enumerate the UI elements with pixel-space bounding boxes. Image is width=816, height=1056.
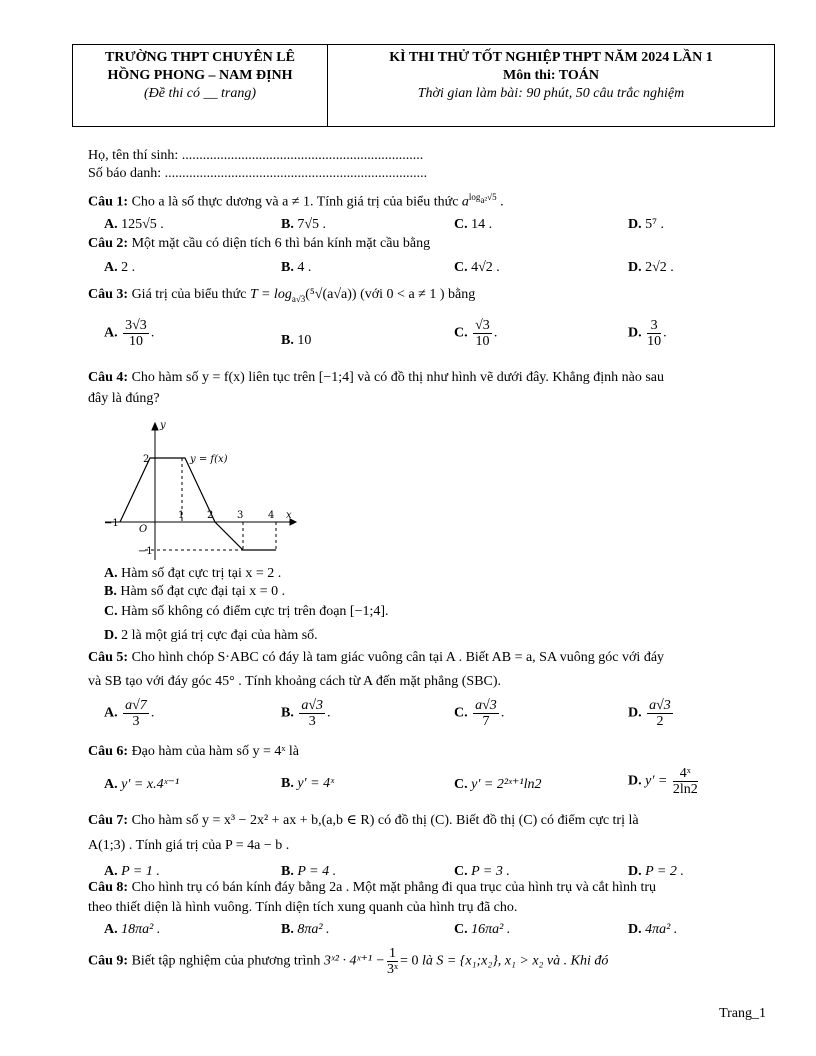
q2-option-d: D. 2√2 .: [628, 260, 674, 275]
expr-log: log: [468, 192, 481, 202]
question-5-cont: và SB tạo với đáy góc 45° . Tính khoảng cách từ A đến mặt phẳng (SBC).: [88, 674, 502, 689]
q4-option-c: C. Hàm số không có điểm cực trị trên đoạn [−1;4].: [104, 604, 389, 619]
question-text: Biết tập nghiệm của phương trình: [131, 953, 321, 969]
y-axis-arrow: [152, 423, 158, 430]
q3-option-c: C. $\frac{√3}{10}$ .: [454, 318, 498, 349]
question-label: Câu 7:: [88, 813, 129, 828]
q3-option-a: A. $\frac{3√3}{10}$ .: [104, 318, 155, 349]
y-label: y: [160, 420, 166, 431]
q7-option-d: D. P = 2 .: [628, 864, 684, 879]
q4-option-a: A. Hàm số đạt cực trị tại x = 2 .: [104, 566, 282, 581]
page-number: Trang_1: [719, 1006, 766, 1021]
tick-x2: 2: [207, 510, 214, 521]
tick-x-neg1: −1: [104, 518, 119, 529]
question-4-cont: đây là đúng?: [88, 391, 160, 406]
q8-option-a: A. 18πa² .: [104, 922, 161, 937]
equation-right: = 0: [400, 953, 419, 969]
function-graph: [100, 418, 300, 566]
question-8: [88, 880, 656, 896]
tick-x1: 1: [178, 510, 185, 521]
school-name-1: TRƯỜNG THPT CHUYÊN LÊ: [105, 50, 295, 65]
q7-option-a: A. P = 1 .: [104, 864, 160, 879]
question-1: Câu 1: Cho a là số thực dương và a ≠ 1. Tính giá trị của biểu thức $a^{log_{a^2}√5}$ .: [88, 192, 504, 210]
question-2: [88, 236, 430, 252]
tick-x4: 4: [268, 510, 275, 521]
q5-option-c: C. $\frac{a√3}{7}$ .: [454, 698, 505, 729]
exam-header-box: [72, 44, 775, 127]
question-label: Câu 6:: [88, 744, 129, 759]
question-4: [88, 370, 664, 386]
q4-option-b: B. Hàm số đạt cực đại tại x = 0 .: [104, 584, 286, 599]
question-text: Cho a là số thực dương và a ≠ 1. Tính giá trị của biểu thức: [131, 194, 459, 210]
q1-option-a: A. 125√5 .: [104, 217, 164, 232]
q6-option-b: B. y′ = 4ˣ: [281, 776, 335, 791]
question-5: [88, 650, 664, 666]
tick-y2: 2: [143, 454, 150, 465]
q1-option-d: D. 5⁷ .: [628, 217, 665, 232]
q8-option-c: C. 16πa² .: [454, 922, 511, 937]
question-3: [88, 287, 475, 304]
q2-option-b: B. 4 .: [281, 260, 312, 275]
q7-option-c: C. P = 3 .: [454, 864, 510, 879]
q3-option-d: D. $\frac{3}{10}$ .: [628, 318, 667, 349]
tick-origin: O: [139, 524, 148, 535]
exam-subject: Môn thi: TOÁN: [503, 68, 599, 83]
tick-x3: 3: [237, 510, 244, 521]
question-7: [88, 812, 639, 829]
q6-option-c: C. y′ = 2²ˣ⁺¹ln2: [454, 777, 542, 792]
fn-label: y = f(x): [190, 454, 228, 465]
expr-log-arg: √5: [487, 192, 497, 202]
expr: T = log: [249, 287, 292, 302]
expr-arg: (⁵√(a√a)): [305, 287, 357, 302]
equation-left: 3ˣ² · 4ˣ⁺¹ −: [323, 953, 385, 969]
question-label: Câu 9:: [88, 953, 129, 969]
expr-base: a√3: [291, 293, 306, 304]
question-label: Câu 1:: [88, 194, 129, 210]
q4-option-d: D. 2 là một giá trị cực đại của hàm số.: [104, 628, 318, 643]
q5-option-b: B. $\frac{a√3}{3}$ .: [281, 698, 331, 729]
question-8-cont: theo thiết diện là hình vuông. Tính diện tích xung quanh của hình trụ đã cho.: [88, 900, 518, 915]
q7-option-b: B. P = 4 .: [281, 864, 337, 879]
question-9: [88, 946, 608, 977]
question-label: Câu 5:: [88, 650, 129, 665]
question-text-post: là S = {x₁;x₂}, x₁ > x₂ và . Khi đó: [421, 953, 609, 969]
q6-option-d: D. y′ = $\frac{\text{4ˣ}}{2\ln 2}$: [628, 766, 698, 797]
question-text: Cho hình trụ có bán kính đáy bằng 2a . Một mặt phẳng đi qua trục của hình trụ và cắt hình trụ: [131, 880, 657, 895]
exam-info: [328, 45, 774, 126]
question-label: Câu 4:: [88, 370, 129, 385]
exam-duration: Thời gian làm bài: 90 phút, 50 câu trắc nghiệm: [417, 86, 685, 101]
q5-option-a: A. $\frac{a√7}{3}$ .: [104, 698, 155, 729]
q5-option-d: D. $\frac{a√3}{2}$: [628, 698, 671, 729]
equation-fraction: $\frac{1}{\text{3ˣ}}$: [387, 946, 399, 977]
question-label: Câu 3:: [88, 287, 129, 302]
x-label: x: [286, 510, 292, 521]
q8-option-d: D. 4πa² .: [628, 922, 678, 937]
graph-curve: [120, 458, 276, 550]
expr-log-base: a²: [480, 194, 488, 205]
q3-option-b: B. 10: [281, 333, 312, 348]
page-count-note: (Đề thi có __ trang): [144, 86, 256, 101]
q8-option-b: B. 8πa² .: [281, 922, 330, 937]
question-text: Cho hàm số y = f(x) liên tục trên [−1;4] và có đồ thị như hình vẽ dưới đây. Khẳng định nào sau: [131, 370, 664, 385]
question-label: Câu 2:: [88, 236, 129, 251]
tick-y-neg1: −1: [138, 546, 153, 557]
question-text: Giá trị của biểu thức: [131, 287, 247, 302]
q1-option-c: C. 14 .: [454, 217, 493, 232]
question-text: Đạo hàm của hàm số y = 4ˣ là: [131, 744, 300, 759]
exam-title: KÌ THI THỬ TỐT NGHIỆP THPT NĂM 2024 LẦN 1: [389, 50, 713, 65]
question-7-cont: A(1;3) . Tính giá trị của P = 4a − b .: [88, 838, 290, 853]
expr-base: a: [461, 194, 469, 210]
q6-option-a: A. y′ = x.4ˣ⁻¹: [104, 777, 180, 792]
question-label: Câu 8:: [88, 880, 129, 895]
q2-option-c: C. 4√2 .: [454, 260, 500, 275]
school-info: [73, 45, 328, 126]
school-name-2: HỒNG PHONG – NAM ĐỊNH: [107, 68, 293, 83]
question-text: Cho hàm số y = x³ − 2x² + ax + b,(a,b ∈ R) có đồ thị (C). Biết đồ thị (C) có điểm cực trị là: [131, 813, 639, 828]
q2-option-a: A. 2 .: [104, 260, 136, 275]
candidate-name-line: Họ, tên thí sinh: .....................................................................: [88, 148, 424, 163]
question-text: Một mặt cầu có diện tích 6 thì bán kính mặt cầu bằng: [131, 236, 431, 251]
question-text: Cho hình chóp S·ABC có đáy là tam giác vuông cân tại A . Biết AB = a, SA vuông góc với đáy: [131, 650, 665, 665]
candidate-id-line: Số báo danh: ...........................................................................: [88, 166, 428, 181]
question-6: [88, 744, 299, 760]
condition: (với 0 < a ≠ 1 ) bằng: [360, 287, 476, 302]
q1-option-b: B. 7√5 .: [281, 217, 327, 232]
